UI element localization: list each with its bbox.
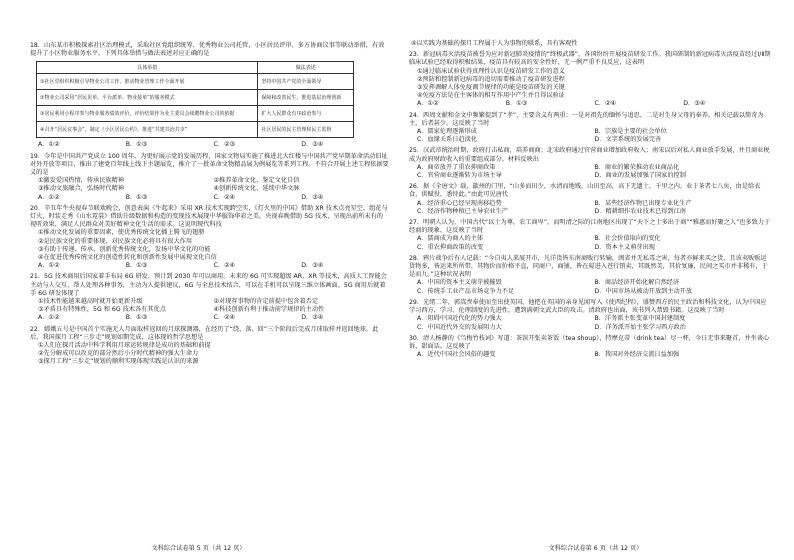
choice-d[interactable]: D．③④: [301, 314, 324, 322]
option-4: ④科技创新有利于推动前学规律的主动性: [213, 306, 325, 314]
choice-c[interactable]: C．传统手工业产品市场竞争力不足: [417, 287, 515, 295]
question-26-options: [409, 200, 772, 208]
question-19-options: [30, 185, 389, 193]
right-page: [397, 0, 794, 560]
question-20-choices: [30, 262, 389, 270]
question-19-stem: 19．今年是中国共产党成立 100 周年，为更好展示党的发展历程，国家文物局实施了推进北大红楼与中国共产党早期革命活动旧址对外开放等项目，推出了建党百年线上线下主题展览，推介了一批革命文物精品展为例展览等系列工程。不符合开展上述工程依据要义的是: [30, 152, 389, 177]
option-3: ③发挥调解人体免疫调节规律的功能是疫苗研发的关键: [417, 84, 565, 92]
question-18-stem: 18．山东某市积极探索社区治理模式，采取社区党组织统筹、优秀物业公司托管、小区居民评审、多方协商议事等联动举措，有效提升了小区物业服务水平。下列具体举措与做法表述对应正确的是: [30, 42, 385, 58]
choice-c[interactable]: C．血缘关系日趋淡化: [417, 136, 478, 144]
question-19-choices: [30, 194, 389, 202]
question-21-stem: 21．5G 技术商用后国家着手布局 6G 研发，预计到 2030 年可以商用。未来的 6G 可实现超级 AR、XR 等技术，高质人工智能会主动与人交互，帮人处理各种事务，主动为人提供建议，6G 与全息技术结合，可以在手机可以呈现三维立体画面。5G 商用后就着手 6G 研发体现了: [30, 273, 387, 297]
option-2: ②是民族文化的重要体现，对民族文化必将具有很大作用: [38, 237, 193, 245]
option-3: ③矛盾具有特殊性，5G 和 6G 技术各有其优点: [38, 306, 166, 314]
question-26-options: [409, 208, 772, 216]
choice-a[interactable]: A．经济重心已经呈现南移趋势: [417, 199, 502, 207]
option-2: ②先分解成可以攻克的部分然后小分时代精神的强大生命力: [38, 350, 199, 358]
choice-a[interactable]: A．近代中国社会风俗的趣变: [417, 351, 496, 359]
choice-c[interactable]: C．官营商业逐渐转为市场主导: [417, 172, 502, 180]
page-footer: 文科综合试卷第 5 页（共 12 页）: [151, 545, 246, 552]
question-25-options: [409, 164, 772, 172]
question-20-stem: 20．辛丑年牛央视春节联欢晚会，创意表演《牛起来》采用 XR 技术实现跨空实，《灯火里的中国》借助 XR 技术点亮星空、组花与灯火，时装走秀《山水霓裳》借助升级数据和构造的变现技术展现中华服饰华彩之美。央视春晚借助 5G 技术，呈现出前所未有的视听效果，满足人民群众对美好精神文化生活的需求。这说明现代科技: [30, 204, 388, 229]
choice-d[interactable]: D．洋务派开始主张学习西方政治: [594, 323, 686, 331]
choice-b[interactable]: B．某些经济作物已出现专业化生产: [594, 199, 692, 207]
question-27-stem: 27．明朝人认为，中国古代“以士为尊，农工商卑”。而明清之际的江南地区出现了“天下之士多出于商”“雅惠而好聚之人”也多致力于经商的现象，这反映了当时: [409, 219, 771, 235]
table-cell: 保障和改善民生、推进基层治理创新: [258, 90, 354, 106]
choice-b[interactable]: B．商业的繁荣推动农业商品化: [594, 163, 680, 171]
option-3: ③推动文旅融合，弘扬时代精神: [38, 185, 124, 193]
question-21-options: [30, 306, 389, 314]
table-row: [37, 90, 354, 106]
question-18-table: [36, 61, 354, 138]
choice-d[interactable]: D．中国市场从被动开放到主动开放: [594, 287, 693, 295]
option-4: ④创新传统文化，延续中华文脉: [213, 185, 300, 193]
question-26-stem: 26．据《全唐文》载，歙州的门里，“山多而田少，水清而地贱，山田至高，高下无遗土，千里之内，业于茶者七八矣，由是给衣食，供赋役，悉恃此。”由此可见唐代: [409, 183, 761, 199]
choice-b[interactable]: B．我国对外经济交流日益加强: [594, 351, 680, 359]
option-2: ②对现存事物的肯定前提中包含着否定: [213, 298, 319, 306]
question-28-stem: 28．鸦片战争后有人记载：“今自夷人来厦开市，凡洋货皆东南商贩行转输，闽省并无私毒之害，每者亦鲜来买之货，且该夷贩贩运货物多，皆运来所所带，其物价而价格平直，同商户，商铺，皆在厦进入苍行销卖，其既然美，其价复廉，民间之买市并非稀有，于是而九。”这种状况表明: [409, 254, 768, 279]
question-25-options: [409, 172, 772, 180]
option-2: ②推养革命文化，鉴定文化自信: [213, 177, 300, 185]
table-cell: 社区居民的民主管理和民主监督: [258, 122, 354, 138]
option-4: ④以实践为基础的探月工程属于人为事物的联系，具有客观性: [411, 40, 578, 47]
question-24-options: [409, 136, 772, 144]
option-1: ①通过临床试验获得真理性认识是疫苗研发工作的意义: [417, 67, 565, 75]
option-1: ①人们在探月活动中科学利用月球运转规律是成功的基础和前提: [38, 342, 211, 350]
question-29-options: [409, 324, 772, 332]
table-row: [37, 122, 354, 138]
choice-b[interactable]: B．①③: [505, 100, 528, 108]
page-footer: 文科综合试卷第 6 页（共 12 页）: [548, 545, 643, 552]
choice-b[interactable]: B．社会价值取向的变化: [594, 235, 661, 243]
choice-a[interactable]: A．①②: [417, 100, 439, 108]
table-cell: 扩大人民群众有序政治参与: [258, 106, 354, 122]
option-3: ③探月工程“三步走”规划的顺利实现体现实践是认识的来源: [38, 358, 199, 366]
option-4: ④在促进优秀传统文化的创造性转化和创新性发展中展现文化自信: [38, 254, 217, 262]
choice-a[interactable]: A．①②: [38, 141, 60, 149]
option-4: ④免疫方法是在主客体的相互作用中产生并且得以验证: [417, 92, 565, 100]
choice-b[interactable]: B．①③: [125, 314, 148, 322]
choice-a[interactable]: A．儒商成为商人的主体: [417, 235, 484, 243]
choice-a[interactable]: A．儒家伦理逐渐形成: [417, 128, 477, 136]
table-cell: ②物业公司采用“居民见单、平台派单、物业接单”的服务模式: [37, 90, 258, 106]
choice-c[interactable]: C．②④: [594, 100, 617, 108]
choice-a[interactable]: A．①②: [38, 193, 60, 201]
question-29-options: [409, 315, 772, 323]
choice-c[interactable]: C．②④: [213, 193, 236, 201]
question-24-options: [409, 128, 772, 136]
option-3: ③有助于传递、传承、创新优秀传统文化，发扬中华文化的功能: [38, 245, 211, 253]
table-header-statement: 做法表述: [258, 62, 354, 74]
choice-c[interactable]: C．②③: [213, 141, 236, 149]
option-1: ①推动文化发展的重要因素，使优秀传统文化插上腾飞的翅膀: [38, 229, 205, 237]
choice-d[interactable]: D．③④: [301, 141, 324, 149]
option-1: ①技术性能越来越高时就开始更新升级: [38, 298, 143, 306]
question-21-choices: [30, 314, 389, 322]
table-cell: ①社区党组织积极引导物业公司工作、推动物业管理工作全面开展: [37, 74, 258, 90]
question-28-options: [409, 279, 772, 287]
choice-d[interactable]: D．商业的发展加强了国家的控制: [594, 172, 686, 180]
choice-d[interactable]: D．③④: [301, 193, 324, 201]
question-27-options: [409, 244, 772, 252]
table-row: [37, 74, 354, 90]
choice-b[interactable]: B．①③: [125, 262, 148, 270]
choice-d[interactable]: D．③④: [683, 100, 706, 108]
choice-b[interactable]: B．宗族是主要的社会单位: [594, 128, 667, 136]
choice-a[interactable]: A．①②: [38, 314, 60, 322]
table-cell: ③居民利用小程序参与物业服务绩效评价，评价结果作为业主委员会续聘物业公司的依据: [37, 106, 258, 122]
choice-a[interactable]: A．中国的资本主义萌芽被摧毁: [417, 279, 502, 287]
option-1: ①激发爱国热情，传承民族精神: [38, 177, 124, 185]
table-cell: 坚持中国共产党的全面领导: [258, 74, 354, 90]
question-30-options: [409, 351, 772, 359]
question-28-options: [409, 288, 772, 296]
choice-c[interactable]: C．中国近代外交的发展阻力大: [417, 323, 502, 331]
choice-d[interactable]: D．资本主义萌芽出现: [594, 243, 655, 251]
choice-d[interactable]: D．③④: [301, 262, 324, 270]
choice-c[interactable]: C．重农抑商政策的改变: [417, 243, 484, 251]
question-30-stem: 30．清人杨静的《刍梅竹枝词》写道：茶馆开张卖茶饭（tea shoup），特摩克蒂（drink tea）尽一杯，今日无事来聚首，并坐谈心诉，甜面话。这反映了: [409, 334, 770, 350]
choice-d[interactable]: D．文字系统的发展完善: [594, 136, 662, 144]
question-25-stem: 25．汉武帝统治时期，政府打击私商，培养商商；北宋政府通过官营商业增加政府收入；南宋以后对私人商业放手发展，并且商业税成为政府财政收入的重要组成部分。材料反映出: [409, 147, 770, 163]
choice-a[interactable]: A．商帝放开了重农抑商政策: [417, 163, 496, 171]
choice-c[interactable]: C．②④: [213, 262, 236, 270]
choice-b[interactable]: B．商品经济开始化解自然经济: [594, 279, 680, 287]
choice-c[interactable]: C．②④: [213, 314, 236, 322]
question-22-stem: 22．嫦娥五号是中国首个实施无人月面取样返回的月球探测器，在经历了“绕、落、回”三个阶段后完成月球取样并返回地球。此后，我国探月工程“三步走”规划如期完成，这体现的哲学思想是: [30, 325, 379, 341]
question-23-stem: 23．新冠病毒灭活疫苗被誉为应对新冠肺炎疫情的“终极武器”，各国纷纷开展疫苗研发工作。我国研制的新冠病毒灭活疫苗经过Ⅰ/Ⅱ期临床试验已经取得积极结果，疫苗具有较高的安全性好，无一例严重不良反应，这表明: [409, 51, 771, 67]
table-header-measure: 具体举措: [37, 62, 258, 74]
question-23-choices: [409, 100, 772, 108]
table-cell: ④召开“居民议事会”，制定《小区居民公约》，推进“共建共治共享”: [37, 122, 258, 138]
question-24-stem: 24．西周文献和金文中频繁提到了“孝”，主要含义有两重：一是对祖先的缅怀与追思，二是对生身父母的奉养。相关记载以简奇为主，后者甚少。这反映了当时: [409, 111, 764, 127]
option-2: ②预防和控制新冠病毒的追切需要推动了疫苗研发进程: [417, 75, 565, 83]
choice-d[interactable]: D．精耕细作农业技术已得到江南: [594, 207, 686, 215]
question-18-choices: [30, 141, 389, 149]
choice-b[interactable]: B．①③: [125, 141, 148, 149]
choice-c[interactable]: C．经济作物种植已主导农业生产: [417, 207, 508, 215]
table-row: [37, 106, 354, 122]
choice-a[interactable]: A．①②: [38, 262, 60, 270]
choice-b[interactable]: B．洋务派主张变革中国封建制度: [594, 315, 686, 323]
question-29-stem: 29．光绪二年，郭嵩焘奉使而至出使英国，他把在英国的亲身见闻写入《使西纪程》，盛赞西方的民主政治和科技文化，认为中国应学习西方，学习、伦理制度的先进性，遭到满朝文武大臣的攻击。清政府也出面，该书列入禁毁书籍。这反映了当时: [409, 298, 767, 315]
choice-b[interactable]: B．①③: [125, 193, 148, 201]
question-27-options: [409, 235, 772, 243]
choice-a[interactable]: A．阻碍中国近代化的势力强大: [417, 315, 502, 323]
